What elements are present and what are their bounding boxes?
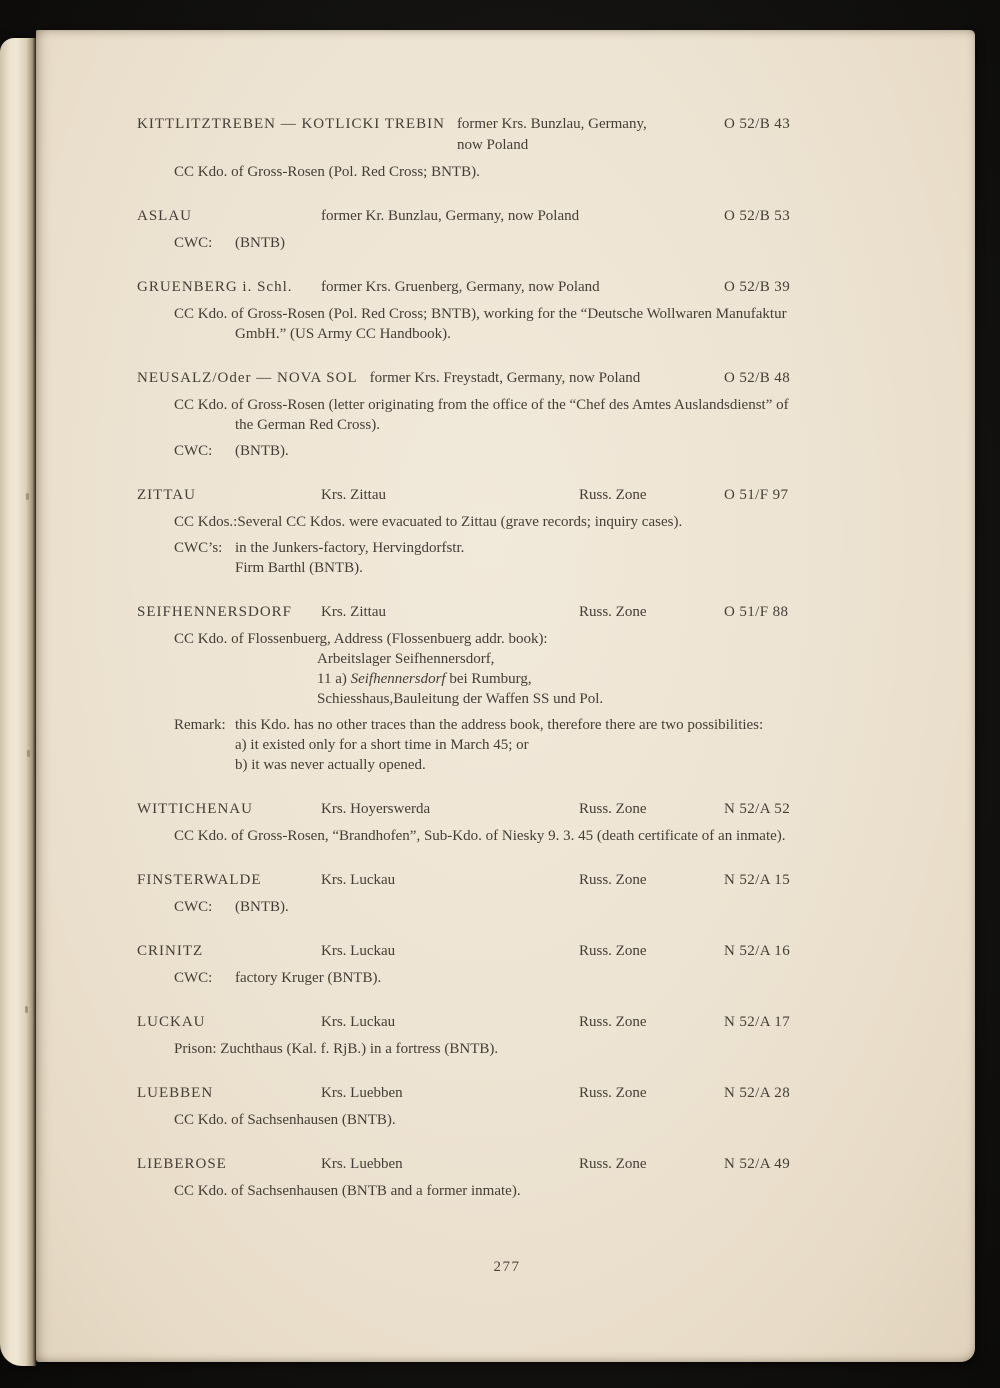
entry-map-reference: O 52/B 48 bbox=[724, 370, 791, 386]
entry-detail-paragraph bbox=[137, 1110, 881, 1130]
entry-district bbox=[321, 1083, 403, 1104]
entry-details bbox=[137, 1039, 881, 1059]
entry-details bbox=[137, 395, 881, 461]
entry-details bbox=[137, 233, 881, 253]
italic-text: Seifhennersdorf bbox=[350, 671, 446, 687]
entry-detail-paragraph bbox=[137, 629, 881, 709]
entry-place-name: LUEBBEN bbox=[137, 1085, 214, 1101]
detail-label: Remark: bbox=[174, 717, 226, 733]
entry-detail-line: GmbH.” (US Army CC Handbook). bbox=[235, 326, 451, 342]
entry-detail-line: Schiesshaus,Bauleitung der Waffen SS und Pol. bbox=[317, 691, 604, 707]
entry-district bbox=[321, 1154, 403, 1175]
entry-detail-paragraph bbox=[137, 441, 881, 461]
entry-place-name: GRUENBERG i. Schl. bbox=[137, 279, 293, 295]
entry-detail-line: Arbeitslager Seifhennersdorf, bbox=[317, 651, 495, 667]
entry-details bbox=[137, 968, 881, 988]
entry-header bbox=[137, 368, 881, 389]
entry-place-name: LUCKAU bbox=[137, 1014, 206, 1030]
entry-place-name: SEIFHENNERSDORF bbox=[137, 604, 293, 620]
entry-location-line: Krs. Zittau bbox=[321, 487, 386, 503]
entry-detail-line: CWC: (BNTB). bbox=[174, 443, 289, 459]
entry-detail-paragraph bbox=[137, 1039, 881, 1059]
entry-header bbox=[137, 1083, 881, 1104]
entry-location-line: Krs. Luebben bbox=[321, 1085, 403, 1101]
page-content bbox=[137, 30, 881, 1276]
entry-zone: Russ. Zone bbox=[579, 943, 647, 959]
entry-header bbox=[137, 941, 881, 962]
entry-detail-line: Firm Barthl (BNTB). bbox=[235, 560, 363, 576]
entry-place-name: NEUSALZ/Oder — NOVA SOL bbox=[137, 370, 358, 386]
book-page bbox=[36, 30, 975, 1362]
entry-header bbox=[137, 114, 881, 156]
page-edge-speck bbox=[25, 1006, 28, 1013]
entry-header bbox=[137, 602, 881, 623]
entry-map-reference: O 51/F 88 bbox=[724, 604, 789, 620]
entry-detail-line: CC Kdo. of Gross-Rosen, “Brandhofen”, Sub-Kdo. of Niesky 9. 3. 45 (death certificate of an inmate). bbox=[174, 828, 786, 844]
entry-detail-line: CC Kdo. of Flossenbuerg, Address (Flossenbuerg addr. book): bbox=[174, 631, 548, 647]
entry-district bbox=[370, 368, 641, 389]
entry-location-line: Krs. Zittau bbox=[321, 604, 386, 620]
entry-detail-line: CWC: factory Kruger (BNTB). bbox=[174, 970, 382, 986]
entry-header bbox=[137, 485, 881, 506]
entry-details bbox=[137, 1181, 881, 1201]
entry-header bbox=[137, 206, 881, 227]
entry-place-name: CRINITZ bbox=[137, 943, 204, 959]
detail-text: 11 a) bbox=[317, 671, 351, 687]
entry-district bbox=[321, 206, 579, 227]
entry-details bbox=[137, 629, 881, 775]
detail-text: bei Rumburg, bbox=[445, 671, 532, 687]
entry-district bbox=[457, 114, 647, 156]
entry-district bbox=[321, 277, 600, 298]
directory-entry bbox=[137, 368, 881, 461]
directory-entry bbox=[137, 206, 881, 253]
detail-label: CWC: bbox=[174, 235, 213, 251]
entry-district bbox=[321, 485, 386, 506]
entry-detail-line: CC Kdo. of Sachsenhausen (BNTB). bbox=[174, 1112, 396, 1128]
entry-detail-paragraph bbox=[137, 162, 881, 182]
entry-location-line: Krs. Luebben bbox=[321, 1156, 403, 1172]
entry-location-line: former Krs. Freystadt, Germany, now Poland bbox=[369, 370, 641, 386]
entry-map-reference: N 52/A 52 bbox=[724, 801, 791, 817]
page-number: 277 bbox=[493, 1259, 521, 1275]
entry-details bbox=[137, 162, 881, 182]
entry-place-name: LIEBEROSE bbox=[137, 1156, 227, 1172]
entry-location-line: now Poland bbox=[456, 137, 529, 153]
entry-list bbox=[137, 114, 881, 1201]
detail-label: CWC: bbox=[174, 899, 213, 915]
entry-location-line: former Krs. Gruenberg, Germany, now Poland bbox=[321, 279, 600, 295]
entry-detail-line: CC Kdo. of Gross-Rosen (Pol. Red Cross; BNTB). bbox=[174, 164, 480, 180]
directory-entry bbox=[137, 1012, 881, 1059]
entry-detail-line: CWC: (BNTB). bbox=[174, 899, 289, 915]
entry-detail-line: CC Kdo. of Sachsenhausen (BNTB and a former inmate). bbox=[174, 1183, 521, 1199]
entry-details bbox=[137, 512, 881, 578]
entry-map-reference: N 52/A 15 bbox=[724, 872, 791, 888]
entry-map-reference: N 52/A 16 bbox=[724, 943, 791, 959]
entry-detail-paragraph bbox=[137, 395, 881, 435]
directory-entry bbox=[137, 1154, 881, 1201]
entry-place-name: ZITTAU bbox=[137, 487, 196, 503]
entry-detail-paragraph bbox=[137, 304, 881, 344]
entry-detail-line: CWC’s: in the Junkers-factory, Hervingdorfstr. bbox=[174, 540, 465, 556]
entry-map-reference: O 52/B 43 bbox=[724, 116, 791, 132]
entry-district bbox=[321, 870, 395, 891]
entry-details bbox=[137, 304, 881, 344]
entry-zone: Russ. Zone bbox=[579, 487, 647, 503]
detail-label: CWC’s: bbox=[174, 540, 223, 556]
entry-zone: Russ. Zone bbox=[579, 1085, 647, 1101]
entry-detail-paragraph bbox=[137, 897, 881, 917]
entry-detail-line: CC Kdos.:Several CC Kdos. were evacuated to Zittau (grave records; inquiry cases). bbox=[174, 514, 683, 530]
entry-detail-paragraph bbox=[137, 1181, 881, 1201]
entry-district bbox=[321, 941, 395, 962]
directory-entry bbox=[137, 1083, 881, 1130]
directory-entry bbox=[137, 941, 881, 988]
entry-header bbox=[137, 1012, 881, 1033]
entry-detail-paragraph bbox=[137, 715, 881, 775]
entry-map-reference: N 52/A 49 bbox=[724, 1156, 791, 1172]
entry-location-line: Krs. Luckau bbox=[321, 1014, 396, 1030]
entry-detail-line: a) it existed only for a short time in March 45; or bbox=[235, 737, 529, 753]
entry-map-reference: N 52/A 28 bbox=[724, 1085, 791, 1101]
entry-detail-line: b) it was never actually opened. bbox=[235, 757, 426, 773]
entry-place-name: KITTLITZTREBEN — KOTLICKI TREBIN bbox=[137, 116, 445, 132]
entry-detail-line: CC Kdo. of Gross-Rosen (letter originating from the office of the “Chef des Amtes Auslandsdienst” of bbox=[174, 397, 789, 413]
page-edge-speck bbox=[26, 493, 29, 500]
entry-location-line: former Krs. Bunzlau, Germany, bbox=[456, 116, 647, 132]
entry-location-line: former Kr. Bunzlau, Germany, now Poland bbox=[321, 208, 580, 224]
detail-label: CWC: bbox=[174, 970, 213, 986]
entry-map-reference: O 52/B 53 bbox=[724, 208, 791, 224]
entry-detail-paragraph bbox=[137, 826, 881, 846]
directory-entry bbox=[137, 277, 881, 344]
directory-entry bbox=[137, 799, 881, 846]
entry-zone: Russ. Zone bbox=[579, 1014, 647, 1030]
detail-label: CC Kdos.: bbox=[174, 514, 238, 530]
entry-detail-line: Remark: this Kdo. has no other traces than the address book, therefore there are two possibilities: bbox=[174, 717, 764, 733]
entry-location-line: Krs. Luckau bbox=[321, 872, 396, 888]
directory-entry bbox=[137, 602, 881, 775]
book-page-edges bbox=[0, 38, 36, 1366]
entry-place-name: ASLAU bbox=[137, 208, 193, 224]
entry-place-name: FINSTERWALDE bbox=[137, 872, 262, 888]
entry-zone: Russ. Zone bbox=[579, 801, 647, 817]
entry-detail-paragraph bbox=[137, 968, 881, 988]
entry-details bbox=[137, 897, 881, 917]
entry-detail-paragraph bbox=[137, 538, 881, 578]
entry-district bbox=[321, 602, 386, 623]
entry-detail-line bbox=[317, 669, 881, 689]
entry-detail-paragraph bbox=[137, 233, 881, 253]
entry-detail-paragraph bbox=[137, 512, 881, 532]
entry-district bbox=[321, 1012, 395, 1033]
entry-detail-line: the German Red Cross). bbox=[235, 417, 380, 433]
directory-entry bbox=[137, 870, 881, 917]
detail-label: CWC: bbox=[174, 443, 213, 459]
entry-zone: Russ. Zone bbox=[579, 1156, 647, 1172]
entry-detail-line: CWC: (BNTB) bbox=[174, 235, 285, 251]
entry-detail-line: CC Kdo. of Gross-Rosen (Pol. Red Cross; BNTB), working for the “Deutsche Wollwaren Manufaktur bbox=[174, 306, 787, 322]
entry-details bbox=[137, 1110, 881, 1130]
entry-location-line: Krs. Luckau bbox=[321, 943, 396, 959]
entry-header bbox=[137, 870, 881, 891]
entry-zone: Russ. Zone bbox=[579, 604, 647, 620]
entry-details bbox=[137, 826, 881, 846]
entry-detail-line: Prison: Zuchthaus (Kal. f. RjB.) in a fortress (BNTB). bbox=[174, 1041, 499, 1057]
entry-place-name: WITTICHENAU bbox=[137, 801, 253, 817]
directory-entry bbox=[137, 485, 881, 578]
page-edge-speck bbox=[27, 750, 30, 757]
entry-header bbox=[137, 799, 881, 820]
directory-entry bbox=[137, 114, 881, 182]
entry-zone: Russ. Zone bbox=[579, 872, 647, 888]
entry-map-reference: O 51/F 97 bbox=[724, 487, 789, 503]
entry-district bbox=[321, 799, 430, 820]
entry-map-reference: N 52/A 17 bbox=[724, 1014, 791, 1030]
entry-header bbox=[137, 1154, 881, 1175]
entry-location-line: Krs. Hoyerswerda bbox=[321, 801, 431, 817]
entry-map-reference: O 52/B 39 bbox=[724, 279, 791, 295]
entry-header bbox=[137, 277, 881, 298]
